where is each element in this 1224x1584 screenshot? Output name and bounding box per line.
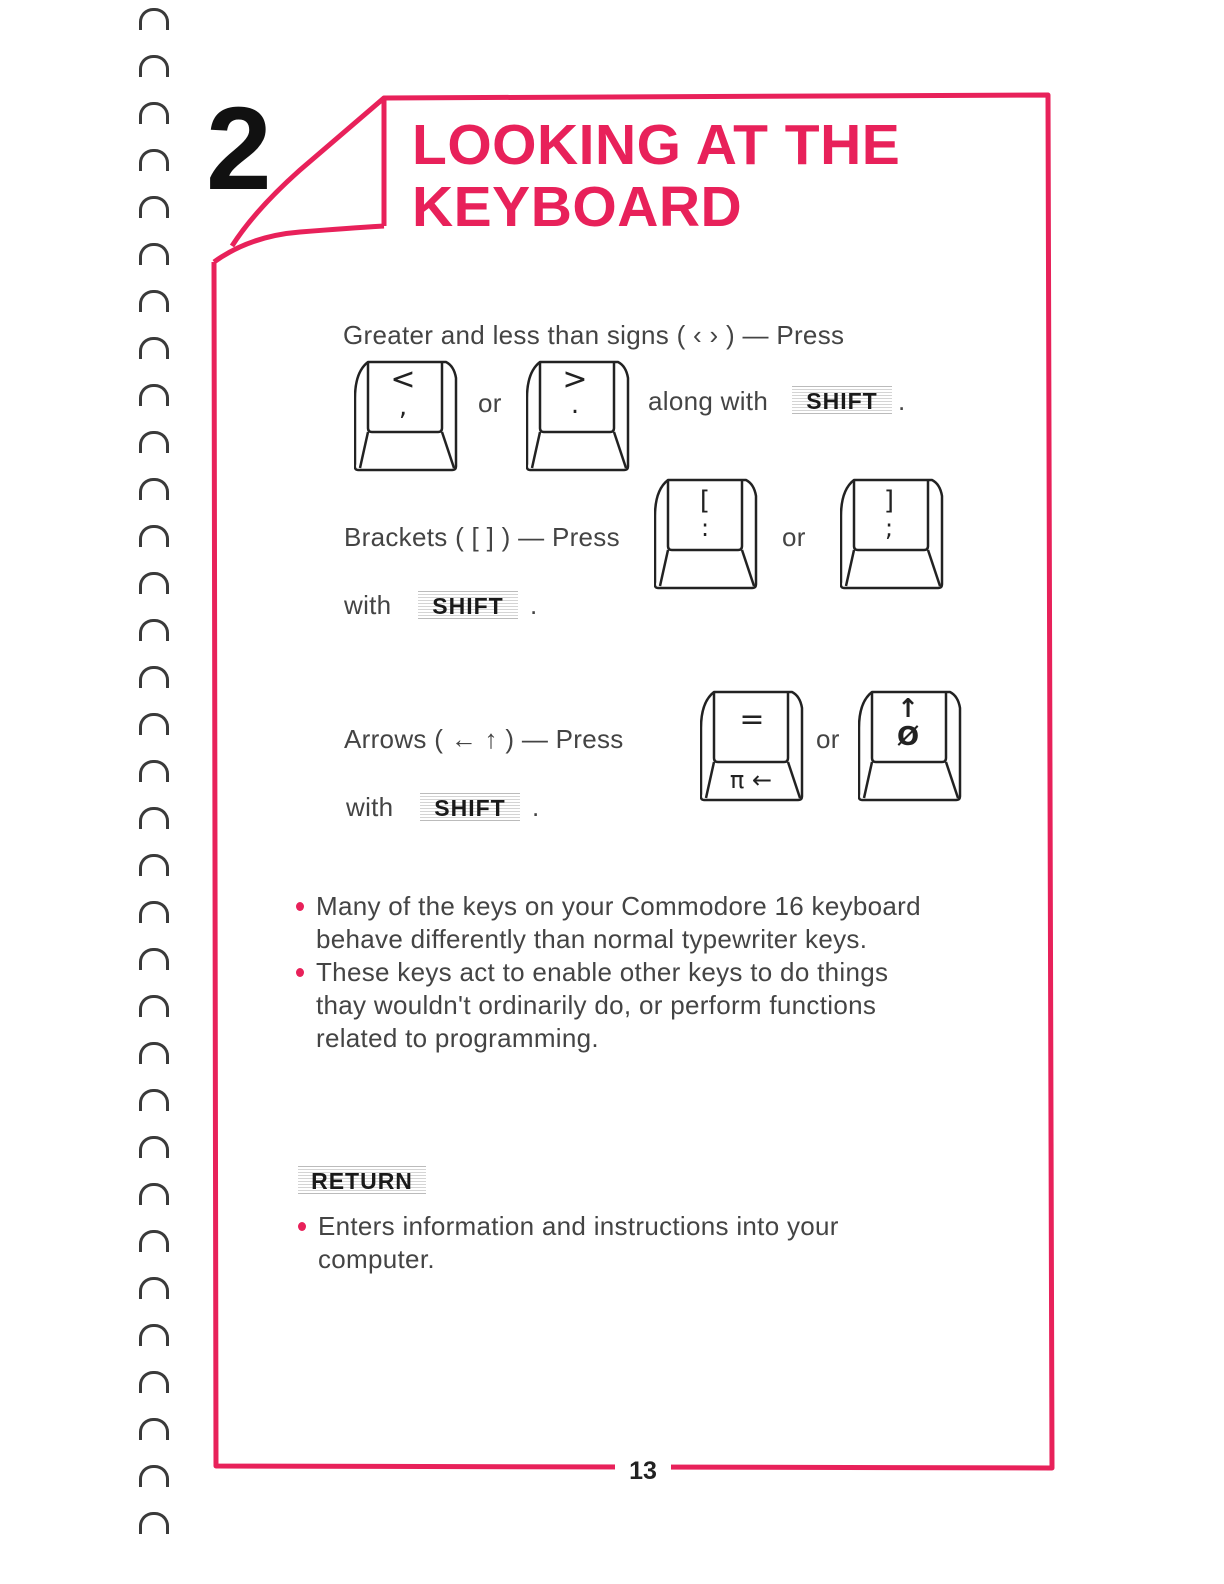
key-equals-pi	[700, 688, 804, 802]
key-top-char: ↑	[897, 694, 919, 724]
key-bottom-char: Ø	[896, 722, 920, 752]
key-up-zero	[858, 688, 962, 802]
key-period-greater	[526, 358, 630, 472]
with-text: with	[346, 792, 394, 822]
key-top-char: [	[699, 486, 711, 516]
shift-key: SHIFT	[418, 591, 518, 619]
key-semicolon-bracket	[840, 476, 944, 590]
key-top-char: <	[390, 362, 416, 397]
key-top-char: >	[562, 362, 588, 397]
bullet-dot	[298, 1222, 306, 1231]
key-colon-bracket	[654, 476, 758, 590]
greater-less-intro: Greater and less than signs ( ‹ › ) — Press	[343, 320, 845, 350]
key-bottom-char: :	[700, 514, 710, 542]
key-bottom-char: ,	[398, 392, 408, 422]
chapter-title-line1: LOOKING AT THE	[412, 113, 901, 177]
bullet-text-2: These keys act to enable other keys to do things thay wouldn't ordinarily do, or perform functions related to programming.	[316, 957, 889, 1053]
along-with-text: along with	[648, 386, 769, 416]
brackets-intro: Brackets ( [ ] ) — Press	[344, 522, 620, 552]
return-key: RETURN	[298, 1166, 426, 1194]
chapter-title	[412, 114, 900, 238]
period: .	[530, 590, 538, 620]
with-text: with	[344, 590, 392, 620]
key-top-char: ]	[883, 486, 895, 516]
key-bottom-char: ;	[884, 514, 894, 542]
period: .	[898, 386, 906, 416]
key-comma-less	[354, 358, 458, 472]
or-text: or	[478, 388, 502, 418]
return-description: Enters information and instructions into your computer.	[318, 1211, 839, 1274]
period: .	[532, 792, 540, 822]
key-bottom-char: π ←	[729, 766, 773, 794]
arrows-intro: Arrows ( ← ↑ ) — Press	[344, 724, 624, 754]
bullet-text-1: Many of the keys on your Commodore 16 keyboard behave differently than normal typewriter keys.	[316, 891, 921, 954]
page-number: 13	[615, 1454, 671, 1488]
key-top-char: =	[739, 702, 765, 737]
or-text: or	[782, 522, 806, 552]
chapter-number: 2	[206, 83, 268, 215]
key-bottom-char: .	[570, 390, 580, 420]
bullet-dot	[296, 968, 304, 977]
bullet-dot	[296, 902, 304, 911]
or-text: or	[816, 724, 840, 754]
shift-key: SHIFT	[792, 386, 892, 414]
shift-key: SHIFT	[420, 793, 520, 821]
chapter-title-line2: KEYBOARD	[412, 175, 743, 239]
